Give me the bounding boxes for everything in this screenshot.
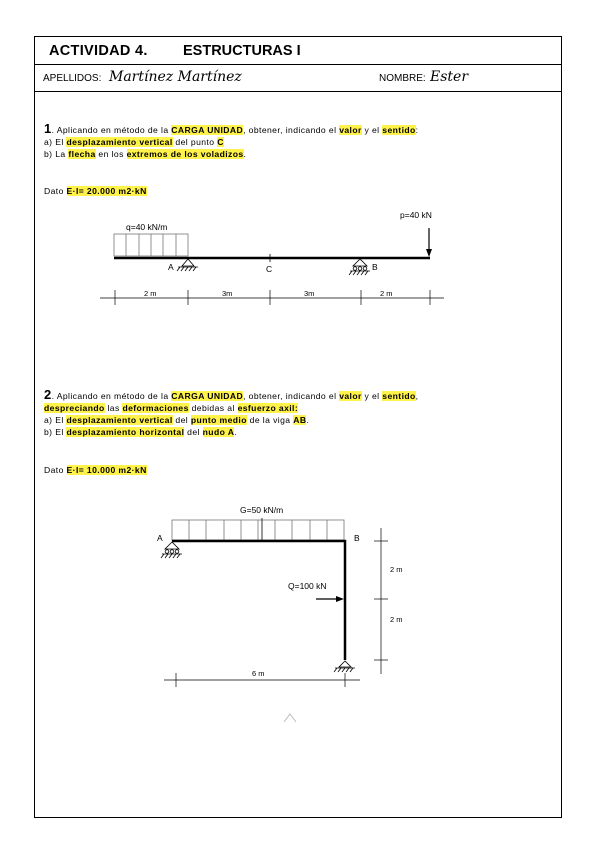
- node-c-label: C: [266, 264, 273, 274]
- q-point-load-label: Q=100 kN: [288, 581, 327, 591]
- highlight-run: deformaciones: [122, 403, 189, 413]
- vdim-top: 2 m: [390, 565, 403, 574]
- highlight-run: AB: [293, 415, 307, 425]
- dim-1: 2 m: [144, 289, 157, 298]
- text-run: , obtener, indicando el: [243, 391, 340, 401]
- text-run: b) La: [44, 149, 69, 159]
- text-run: del: [184, 427, 203, 437]
- vdim-bottom: 2 m: [390, 615, 403, 624]
- highlight-run: punto medio: [190, 415, 247, 425]
- q-load-label: q=40 kN/m: [126, 222, 168, 232]
- text-run: ,: [415, 391, 419, 401]
- text-run: debidas al: [188, 403, 238, 413]
- surname-handwriting: Martínez Martínez: [109, 69, 242, 85]
- text-run: .: [234, 427, 238, 437]
- exercise2-statement: [44, 389, 418, 438]
- text-run: :: [415, 125, 419, 135]
- highlight-run: sentido: [382, 125, 416, 135]
- highlight-run: nudo A: [202, 427, 235, 437]
- exercise2-line4: [44, 426, 418, 438]
- dim-4: 2 m: [380, 289, 393, 298]
- highlight-run: despreciando: [44, 403, 105, 413]
- exercise1-line3: [44, 148, 418, 160]
- exercise1-data: [44, 186, 147, 196]
- student-row: [35, 64, 561, 92]
- g-load-label: G=50 kN/m: [240, 505, 284, 515]
- node-b-label: B: [372, 262, 378, 272]
- exercise2-line1: [44, 389, 418, 402]
- text-run: del punto: [172, 137, 218, 147]
- text-run: a) El: [44, 137, 67, 147]
- text-run: y el: [361, 391, 383, 401]
- text-run: .: [243, 149, 247, 159]
- highlight-run: CARGA UNIDAD: [171, 391, 244, 401]
- text-run: de la viga: [246, 415, 294, 425]
- worksheet-frame: [34, 36, 562, 818]
- dato-value: E·I= 10.000 m2·kN: [66, 465, 147, 475]
- dim-2: 3m: [222, 289, 233, 298]
- surname-label: APELLIDOS:: [43, 73, 102, 84]
- name-handwriting: Ester: [430, 69, 469, 85]
- text-run: en los: [95, 149, 127, 159]
- highlight-run: C: [217, 137, 224, 147]
- highlight-run: desplazamiento vertical: [66, 137, 173, 147]
- text-run: , obtener, indicando el: [243, 125, 340, 135]
- subject-title: ESTRUCTURAS I: [183, 43, 301, 59]
- text-run: . Aplicando en método de la: [51, 125, 172, 135]
- highlight-run: valor: [339, 391, 362, 401]
- exercise1-line2: [44, 136, 418, 148]
- highlight-run: desplazamiento vertical: [66, 415, 173, 425]
- hdim-label: 6 m: [252, 669, 265, 678]
- text-run: y el: [361, 125, 383, 135]
- name-label: NOMBRE:: [379, 73, 426, 84]
- text-run: .: [306, 415, 310, 425]
- exercise2-line2: [44, 402, 418, 414]
- highlight-run: sentido: [382, 391, 416, 401]
- frame-node-b-label: B: [354, 533, 360, 543]
- highlight-run: valor: [339, 125, 362, 135]
- text-run: b) El: [44, 427, 67, 437]
- title-row: [35, 37, 561, 65]
- frame-node-a-label: A: [157, 533, 163, 543]
- highlight-run: CARGA UNIDAD: [171, 125, 244, 135]
- text-run: . Aplicando en método de la: [51, 391, 172, 401]
- exercise2-number: 2: [44, 387, 52, 402]
- dato-label: Dato: [44, 186, 67, 196]
- text-run: del: [172, 415, 191, 425]
- exercise2-data: [44, 465, 147, 475]
- dato-value: E·I= 20.000 m2·kN: [66, 186, 147, 196]
- highlight-run: desplazamiento horizontal: [66, 427, 185, 437]
- text-run: las: [104, 403, 123, 413]
- node-a-label: A: [168, 262, 174, 272]
- text-run: a) El: [44, 415, 67, 425]
- highlight-run: esfuerzo axil:: [237, 403, 299, 413]
- highlight-run: flecha: [68, 149, 96, 159]
- p-load-label: p=40 kN: [400, 210, 432, 220]
- dato-label: Dato: [44, 465, 67, 475]
- exercise2-line3: [44, 414, 418, 426]
- dim-3: 3m: [304, 289, 315, 298]
- exercise1-statement: [44, 123, 418, 160]
- activity-title: ACTIVIDAD 4.: [49, 43, 148, 59]
- highlight-run: extremos de los voladizos: [126, 149, 244, 159]
- exercise1-line1: [44, 123, 418, 136]
- exercise1-number: 1: [44, 121, 52, 136]
